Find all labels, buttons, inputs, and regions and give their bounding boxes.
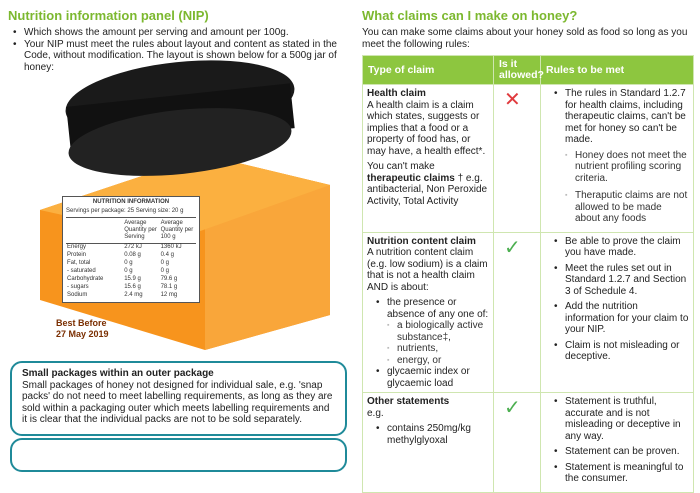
nip-cell-name: Protein — [67, 252, 87, 258]
table-row — [363, 232, 694, 393]
nip-col-100g: Average Quantity per 100 g — [160, 220, 196, 244]
rule: • Be able to prove the claim you have made. — [551, 236, 689, 259]
nip-row — [66, 244, 196, 253]
nip-cell-per100: 0 g — [160, 260, 169, 266]
nip-cell-name: Sodium — [67, 292, 88, 298]
nip-row — [66, 260, 196, 268]
best-before-date: 27 May 2019 — [56, 329, 109, 339]
subrule: ▪ Honey does not meet the nutrient profiling scoring criteria. — [561, 150, 689, 185]
nip-cell-serving: 15.6 g — [124, 284, 141, 290]
nip-cell-serving: 2.4 mg — [124, 292, 143, 298]
rule: • Claim is not misleading or deceptive. — [551, 340, 689, 363]
small-packages-title: Small packages within an outer package — [22, 368, 214, 379]
claims-title: What claims can I make on honey? — [362, 8, 578, 23]
nip-cell-per100: 12 mg — [160, 292, 178, 298]
claim-subbullet: ▪ nutrients, — [383, 343, 489, 355]
claim-bullet: • contains 250mg/kg methylglyoxal — [373, 423, 489, 446]
nip-cell-name: - sugars — [67, 284, 89, 290]
rule: • Add the nutrition information for your claim to your NIP. — [551, 301, 689, 336]
cross-icon: ✕ — [504, 89, 521, 111]
nip-cell-serving: 272 kJ — [124, 244, 142, 250]
claim-desc: e.g. — [367, 407, 384, 419]
table-header-row — [363, 56, 694, 85]
nip-title: Nutrition information panel (NIP) — [8, 8, 209, 23]
claim-bullet: • the presence or absence of any one of: — [373, 297, 489, 320]
rule: • Statement can be proven. — [551, 446, 689, 458]
nip-row — [66, 276, 196, 284]
nip-cell-per100: 0 g — [160, 268, 169, 274]
nip-bullet: • Which shows the amount per serving and amount per 100g. — [10, 27, 345, 39]
nip-cell-per100: 1360 kJ — [160, 244, 182, 250]
rule: • The rules in Standard 1.2.7 for health claims, including therapeutic claims, can't be met for honey so can't be made. — [551, 88, 689, 146]
claim-title: Nutrition content claim — [367, 235, 476, 247]
rule: • Statement is truthful, accurate and is not misleading or deceptive in any way. — [551, 396, 689, 442]
nip-row — [66, 268, 196, 276]
nip-heading: NUTRITION INFORMATION — [92, 199, 170, 205]
nutrition-information-label — [62, 196, 200, 303]
claim-bullet: • glycaemic index or glycaemic load — [373, 366, 489, 389]
claim-desc: A nutrition content claim (e.g. low sodium) is a claim that is not a health claim AND is about: — [367, 247, 488, 293]
nip-col-serving: Average Quantity per Serving — [123, 220, 159, 244]
table-row — [363, 85, 694, 233]
header-allowed: Is it allowed? — [494, 56, 541, 85]
nip-cell-per100: 0.4 g — [160, 252, 174, 258]
nip-cell-serving: 0.08 g — [124, 252, 141, 258]
check-icon: ✓ — [504, 397, 521, 419]
nip-row — [66, 284, 196, 292]
subrule: ▪ Theraputic claims are not allowed to be made about any foods — [561, 190, 689, 225]
nip-row — [66, 252, 196, 260]
table-row — [363, 393, 694, 493]
nip-cell-serving: 0 g — [124, 260, 133, 266]
best-before — [56, 318, 109, 340]
header-rules: Rules to be met — [541, 56, 694, 85]
check-icon: ✓ — [504, 236, 521, 259]
rule: • Meet the rules set out in Standard 1.2.7 and Section 3 of Schedule 4. — [551, 263, 689, 298]
nip-cell-per100: 78.1 g — [160, 284, 178, 290]
nip-cell-per100: 79.6 g — [160, 276, 178, 282]
nip-cell-name: Fat, total — [67, 260, 91, 266]
small-packages-text: Small packages of honey not designed for individual sale, e.g. 'snap packs' do not need to meet labelling requirements, as long as they are sold within a packaging outer which meets labelling requirements and it is clear that the individual packs are not to be sold separately. — [22, 379, 333, 425]
nip-cell-serving: 0 g — [124, 268, 133, 274]
outer-cartons-box — [10, 438, 347, 472]
rule: • Statement is meaningful to the consumer. — [551, 462, 689, 485]
header-type: Type of claim — [363, 56, 494, 85]
claim-title: Health claim — [367, 88, 426, 99]
best-before-label: Best Before — [56, 318, 107, 328]
nip-cell-name: Energy — [67, 244, 87, 250]
small-packages-box — [10, 361, 347, 436]
nip-cell-name: Carbohydrate — [67, 276, 104, 282]
claim-desc2: You can't make therapeutic claims † e.g. antibacterial, Non Peroxide Activity, Total Activity — [367, 161, 488, 207]
claim-desc: A health claim is a claim which states, suggests or implies that a food or a property of food has, or may have, a health effect*. — [367, 99, 486, 157]
claims-table — [362, 55, 694, 493]
claim-subbullet: ▪ energy, or — [383, 355, 489, 367]
nip-cell-name: - saturated — [67, 268, 96, 274]
nip-servings: Servings per package: 25 Serving size: 20 g — [66, 208, 196, 218]
nip-row — [66, 292, 196, 300]
claim-title: Other statements — [367, 396, 450, 407]
claims-intro: You can make some claims about your honey sold as food so long as you meet the following rules: — [362, 27, 688, 50]
nip-table — [66, 220, 196, 300]
nip-cell-serving: 15.9 g — [124, 276, 141, 282]
nip-bullet: • Your NIP must meet the rules about layout and content as stated in the Code, without modification. The layout is shown below for a 500g jar of honey: — [10, 39, 345, 74]
claim-subbullet: ▪ a biologically active substance‡, — [383, 320, 489, 343]
